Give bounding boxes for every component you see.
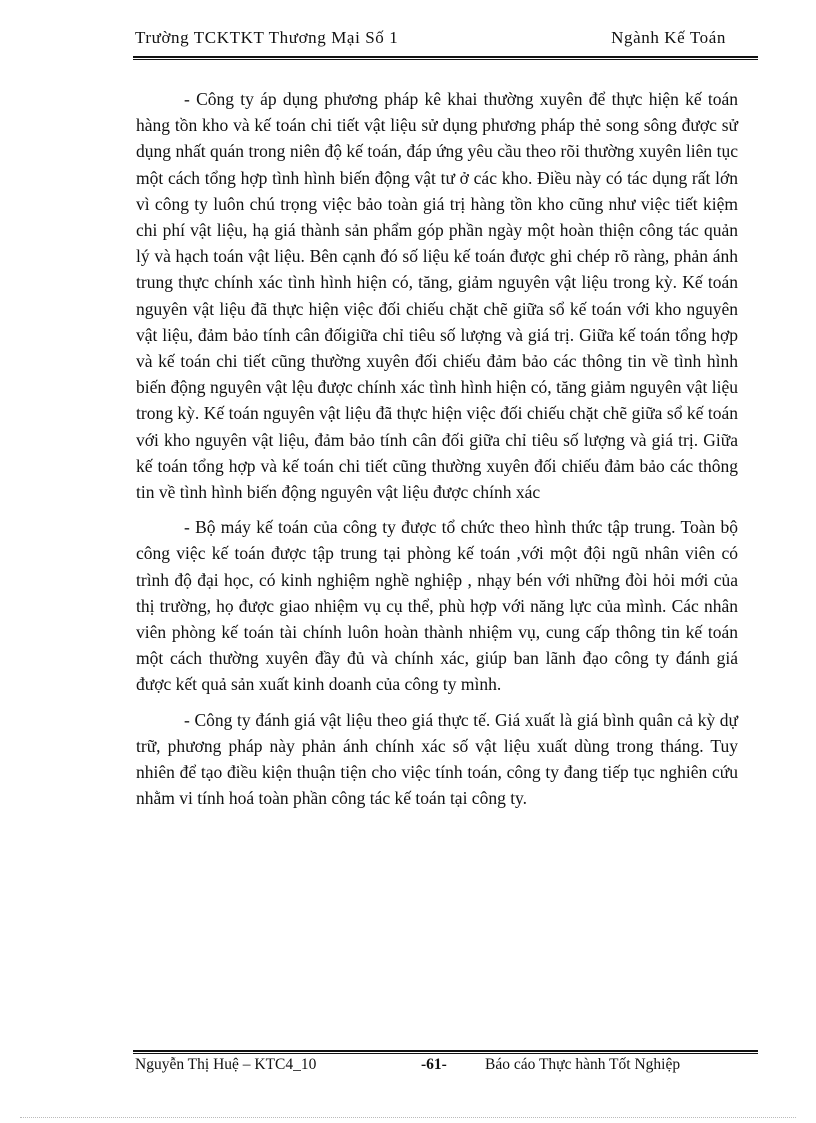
footer-author: Nguyễn Thị Huệ – KTC4_10 (135, 1056, 317, 1073)
header-school: Trường TCKTKT Thương Mại Số 1 (135, 28, 399, 47)
page-header (133, 24, 758, 54)
page-number: -61- (421, 1056, 447, 1073)
header-department: Ngành Kế Toán (611, 28, 726, 47)
paragraph-inventory-method: - Công ty áp dụng phương pháp kê khai thường xuyên để thực hiện kế toán hàng tồn kho và kế toán chi tiết vật liệu sử dụng phương pháp thẻ song sông được sử dụng nhất quán trong niên độ kế toán, đáp ứng yêu cầu theo rõi thường xuyên liên tục một cách tổng hợp tình hình biến động vật tư ở các kho. Điều này có tác dụng rất lớn vì công ty luôn chú trọng việc bảo toàn giá trị hàng tồn kho cũng như việc tiết kiệm chi phí vật liệu, hạ giá thành sản phẩm góp phần ngày một hoàn thiện công tác quản lý và hạch toán vật liệu. Bên cạnh đó số liệu kế toán được ghi chép rõ ràng, phản ánh trung thực chính xác tình hình hiện có, tăng, giảm nguyên vật liệu trong kỳ. Kế toán nguyên vật liệu đã thực hiện việc đối chiếu chặt chẽ giữa sổ kế toán với kho nguyên vật liệu, đảm bảo tính cân đốigiữa chỉ tiêu số lượng và giá trị. Giữa kế toán tổng hợp và kế toán chi tiết cũng thường xuyên đối chiếu đảm bảo các thông tin về tình hình biến động nguyên vật lệu được chính xác tình hình hiện có, tăng giảm nguyên vật liệu trong kỳ. Kế toán nguyên vật liệu đã thực hiện việc đối chiếu chặt chẽ giữa sổ kế toán với kho nguyên vật liệu, đảm bảo tính cân đối giữa chỉ tiêu số lượng và giá trị. Giữa kế toán tổng hợp và kế toán chi tiết cũng thường xuyên đối chiếu đảm bảo các thông tin về tình hình biến động nguyên vật liệu được chính xác (136, 89, 738, 503)
page-footer (133, 1056, 758, 1080)
document-body (136, 86, 738, 820)
paragraph-material-valuation: - Công ty đánh giá vật liệu theo giá thực tế. Giá xuất là giá bình quân cả kỳ dự trữ, phương pháp này phản ánh chính xác số vật liệu xuất dùng trong tháng. Tuy nhiên để tạo điều kiện thuận tiện cho việc tính toán, công ty đang tiếp tục nghiên cứu nhằm vi tính hoá toàn phần công tác kế toán tại công ty. (136, 709, 738, 809)
header-rule (133, 56, 758, 60)
page-edge-divider (20, 1117, 796, 1118)
footer-rule (133, 1050, 758, 1054)
paragraph-accounting-organization: - Bộ máy kế toán của công ty được tổ chức theo hình thức tập trung. Toàn bộ công việc kế toán được tập trung tại phòng kế toán ,với một đội ngũ nhân viên có trình độ đại học, có kinh nghiệm nghề nghiệp , nhạy bén với những đòi hỏi mới của thị trường, họ được giao nhiệm vụ cụ thể, phù hợp với năng lực của mình. Các nhân viên phòng kế toán tài chính luôn hoàn thành nhiệm vụ, cung cấp thông tin kế toán một cách thường xuyên đầy đủ và chính xác, giúp ban lãnh đạo công ty đánh giá được kết quả sản xuất kinh doanh của công ty mình. (136, 517, 738, 695)
footer-report-title: Báo cáo Thực hành Tốt Nghiệp (485, 1056, 681, 1073)
